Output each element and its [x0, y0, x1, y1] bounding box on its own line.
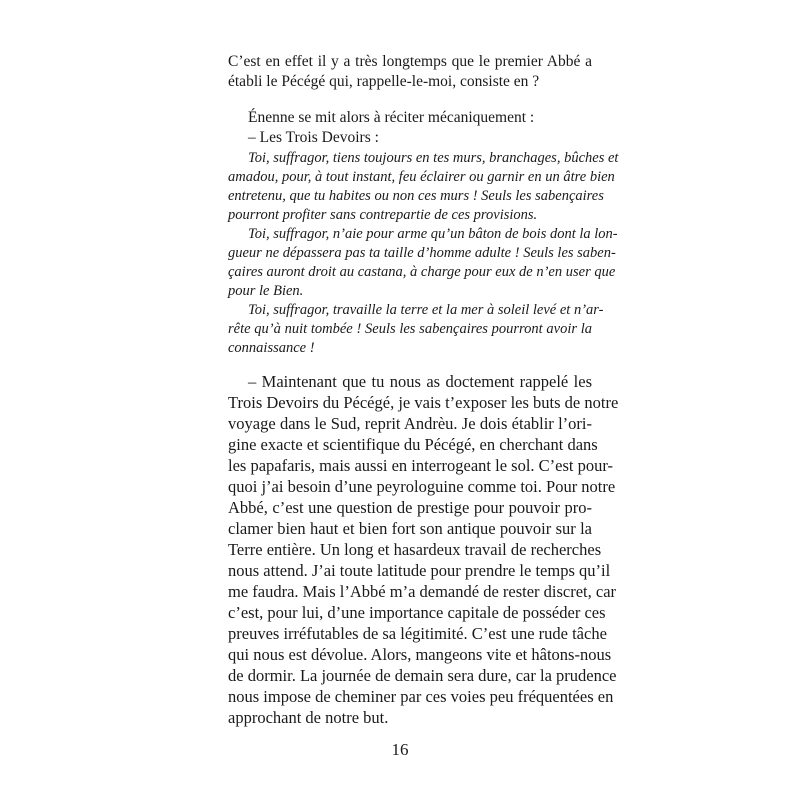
text-line: qui nous est dévolue. Alors, mangeons vite et hâtons-nous	[228, 645, 612, 664]
text-line: c’est, pour lui, d’une importance capitale de posséder ces	[228, 603, 606, 622]
text-line: Trois Devoirs du Pécégé, je vais t’exposer les buts de notre	[228, 393, 619, 412]
text-line: – Les Trois Devoirs :	[248, 129, 379, 146]
text-line: gine exacte et scientifique du Pécégé, en cherchant dans	[228, 435, 598, 454]
duty-line: pourront profiter sans contrepartie de ces provisions.	[228, 207, 538, 223]
text-line: Abbé, c’est une question de prestige pour pouvoir pro-	[228, 498, 592, 517]
page-number: 16	[391, 740, 409, 759]
duty-line: Toi, suffragor, travaille la terre et la mer à soleil levé et n’ar-	[248, 302, 604, 318]
text-line: Énenne se mit alors à réciter mécaniquement :	[248, 109, 535, 126]
text-line: C’est en effet il y a très longtemps que le premier Abbé a	[228, 53, 592, 70]
duty-line: Toi, suffragor, tiens toujours en tes murs, branchages, bûches et	[248, 150, 619, 166]
duty-line: çaires auront droit au castana, à charge pour eux de n’en user que	[228, 264, 616, 280]
duty-line: amadou, pour, à tout instant, feu éclairer ou garnir en un âtre bien	[228, 169, 615, 185]
duty-line: connaissance !	[228, 340, 315, 356]
text-line: – Maintenant que tu nous as doctement rappelé les	[248, 372, 592, 391]
text-line: nous impose de cheminer par ces voies peu fréquentées en	[228, 687, 614, 706]
duty-line: entretenu, que tu habites ou non ces murs ! Seuls les sabençaires	[228, 188, 604, 204]
text-line: quoi j’ai besoin d’une peyrologuine comme toi. Pour notre	[228, 477, 616, 496]
text-line: approchant de notre but.	[228, 708, 389, 727]
duty-line: pour le Bien.	[228, 283, 304, 299]
text-line: clamer bien haut et bien fort son antique pouvoir sur la	[228, 519, 592, 538]
text-line: me faudra. Mais l’Abbé m’a demandé de rester discret, car	[228, 582, 617, 601]
text-line: Terre entière. Un long et hasardeux travail de recherches	[228, 540, 602, 559]
duty-line: Toi, suffragor, n’aie pour arme qu’un bâton de bois dont la lon-	[248, 226, 618, 242]
text-line: de dormir. La journée de demain sera dure, car la prudence	[228, 666, 617, 685]
text-line: preuves irréfutables de sa légitimité. C’est une rude tâche	[228, 624, 607, 643]
text-line: nous attend. J’ai toute latitude pour prendre le temps qu’il	[228, 561, 611, 580]
text-line: établi le Pécégé qui, rappelle-le-moi, consiste en ?	[228, 73, 540, 90]
duty-line: gueur ne dépassera pas ta taille d’homme adulte ! Seuls les saben-	[228, 245, 616, 261]
text-line: les papafaris, mais aussi en interrogeant le sol. C’est pour-	[228, 456, 614, 475]
text-line: voyage dans le Sud, reprit Andrèu. Je dois établir l’ori-	[228, 414, 592, 433]
duty-line: rête qu’à nuit tombée ! Seuls les sabençaires pourront avoir la	[228, 321, 592, 337]
